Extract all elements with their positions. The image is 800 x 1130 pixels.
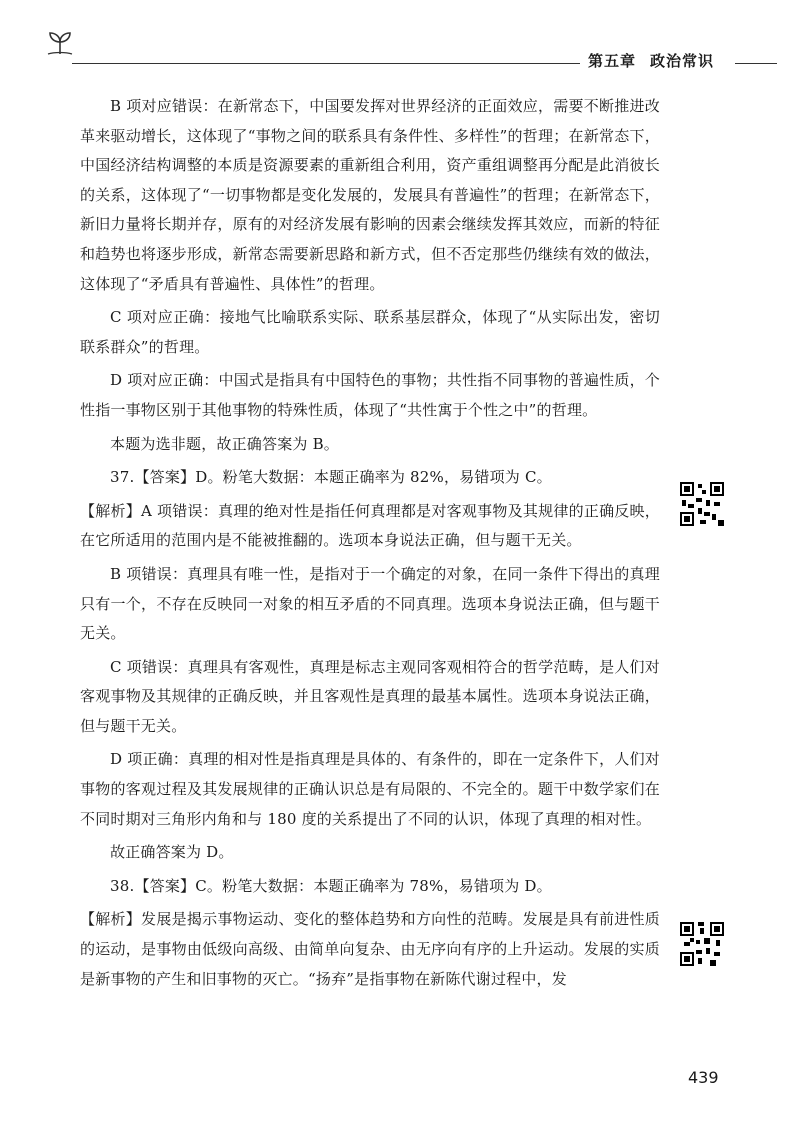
page-body — [80, 92, 660, 998]
qr-code-graphic — [678, 480, 726, 528]
header-rule-right — [735, 63, 777, 64]
qr-code-icon[interactable] — [678, 920, 726, 968]
analysis-37-d: D 项正确：真理的相对性是指真理是具体的、有条件的，即在一定条件下，人们对事物的客观过程及其发展规律的正确认识总是有局限的、不完全的。题干中数学家们在不同时期对三角形内角和与 180 度的关系提出了不同的认识，体现了真理的相对性。 — [80, 750, 660, 828]
analysis-38: 【解析】发展是揭示事物运动、变化的整体趋势和方向性的范畴。发展是具有前进性质的运动，是事物由低级向高级、由简单向复杂、由无序向有序的上升运动。发展的实质是新事物的产生和旧事物的灭亡。“扬弃”是指事物在新陈代谢过程中，发 — [80, 910, 660, 988]
paragraph-c-option: C 项对应正确：接地气比喻联系实际、联系基层群众，体现了“从实际出发，密切联系群众”的哲理。 — [80, 308, 660, 356]
analysis-37-a: 【解析】A 项错误：真理的绝对性是指任何真理都是对客观事物及其规律的正确反映，在它所适用的范围内是不能被推翻的。选项本身说法正确，但与题干无关。 — [80, 501, 660, 550]
answer-37: 37.【答案】D。粉笔大数据：本题正确率为 82%，易错项为 C。 — [110, 468, 552, 487]
paragraph-conclusion-36: 本题为选非题，故正确答案为 B。 — [110, 434, 339, 453]
chapter-section: 政治常识 — [650, 52, 715, 70]
analysis-37-b: B 项错误：真理具有唯一性，是指对于一个确定的对象，在同一条件下得出的真理只有一个，不存在反映同一对象的相互矛盾的不同真理。选项本身说法正确，但与题干无关。 — [80, 564, 660, 643]
analysis-37-c: C 项错误：真理具有客观性，真理是标志主观同客观相符合的哲学范畴，是人们对客观事物及其规律的正确反映，并且客观性是真理的最基本属性。选项本身说法正确，但与题干无关。 — [80, 657, 660, 735]
answer-38: 38.【答案】C。粉笔大数据：本题正确率为 78%，易错项为 D。 — [110, 876, 552, 895]
sprout-logo-icon — [46, 30, 74, 56]
chapter-number: 第五章 — [588, 52, 637, 70]
qr-code-graphic — [678, 920, 726, 968]
paragraph-b-option: B 项对应错误：在新常态下，中国要发挥对世界经济的正面效应，需要不断推进改革来驱动增长，这体现了“事物之间的联系具有条件性、多样性”的哲理；在新常态下，中国经济结构调整的本质是资源要素的重新组合利用，资产重组调整再分配是此消彼长的关系，这体现了“一切事物都是变化发展的，发展具有普遍性”的哲理；在新常态下，新旧力量将长期并存，原有的对经济发展有影响的因素会继续发挥其效应，而新的特征和趋势也将逐步形成，新常态需要新思路和新方式，但不否定那些仍继续有效的做法，这体现了“矛盾具有普遍性、具体性”的哲理。 — [80, 97, 660, 293]
page-header — [0, 0, 800, 80]
header-rule-left — [72, 63, 580, 64]
qr-code-icon[interactable] — [678, 480, 726, 528]
paragraph-d-option: D 项对应正确：中国式是指具有中国特色的事物；共性指不同事物的普遍性质，个性指一事物区别于其他事物的特殊性质，体现了“共性寓于个性之中”的哲理。 — [80, 371, 660, 419]
chapter-title — [588, 50, 738, 71]
conclusion-37: 故正确答案为 D。 — [110, 843, 234, 862]
page-number: 439 — [688, 1068, 719, 1087]
